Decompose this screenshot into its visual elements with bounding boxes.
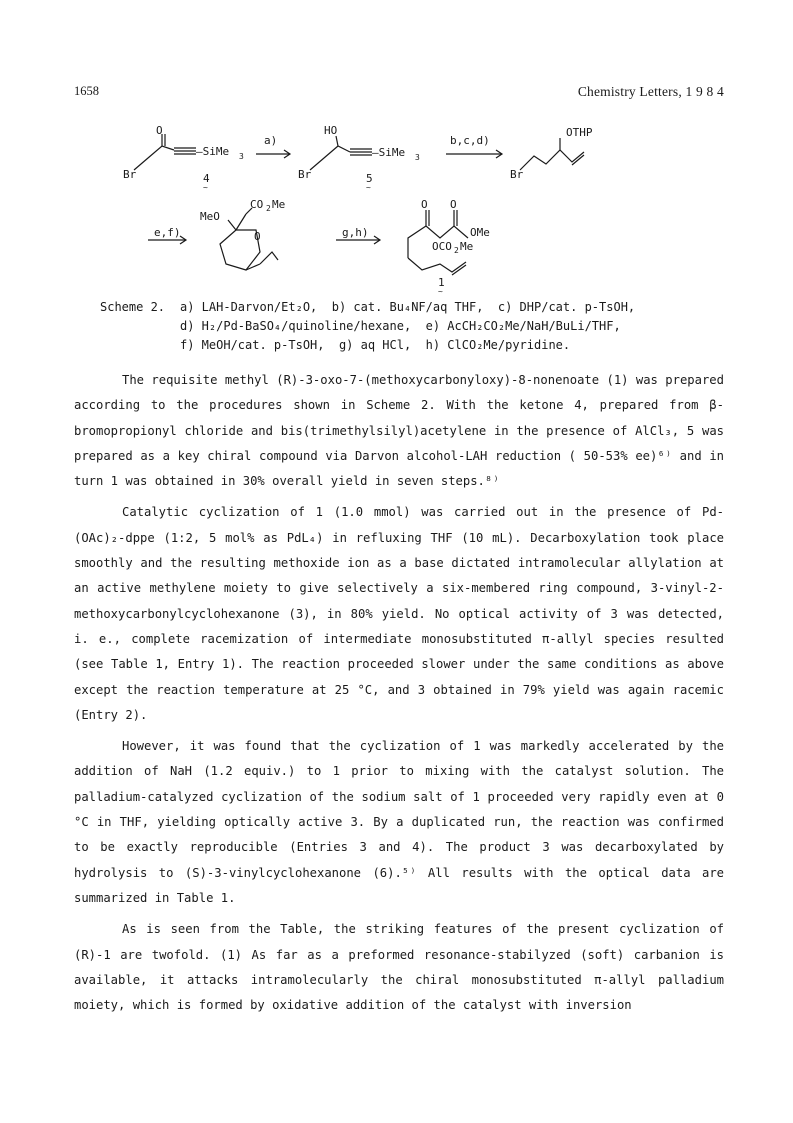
bond <box>310 146 350 170</box>
paragraph: As is seen from the Table, the striking features of the present cyclization of (R)-1 are twofold. (1) As far as a preformed resonance-stabilyzed (soft) carbanion is available, it attacks intramolecularly the chiral monosubstituted π-allyl palladium moiety, which is formed by oxidative addition of the catalyst with inversion <box>74 922 724 1013</box>
reaction-scheme <box>74 112 724 302</box>
caption-row <box>100 298 730 317</box>
methoxy-label: OMe <box>470 226 490 239</box>
caption-row <box>100 317 730 336</box>
paragraph: However, it was found that the cyclization of 1 was markedly accelerated by the addition of NaH (1.2 equiv.) to 1 prior to mixing with the catalyst solution. The palladium-catalyzed cyclization of the sodium salt of 1 proceeded very rapidly even at 0 °C in THF, yielding optically active 3. By a duplicated run, the reaction was confirmed to be exactly reproducible (Entries 3 and 4). The product 3 was decarboxylated by hydrolysis to (S)-3-vinylcyclohexanone (6).⁵⁾ All results with the optical data are summarized in Table 1. <box>74 739 724 905</box>
paragraph: Catalytic cyclization of 1 (1.0 mmol) was carried out in the presence of Pd-(OAc)₂-dppe (1:2, 5 mol% as PdL₄) in refluxing THF (10 mL). Decarboxylation took place smoothly and the resulting methoxide ion as a base dictated intramolecular allylation at an active methylene moiety to give selectively a six-membered ring compound, 3-vinyl-2-methoxycarbonylcyclohexanone (3), in 80% yield. No optical activity of 3 was detected, i. e., complete racemization of intermediate monosubstituted π-allyl species resulted (see Table 1, Entry 1). The reaction proceeded slower under the same conditions as above except the reaction temperature at 25 °C, and 3 obtained in 79% yield was again racemic (Entry 2). <box>74 505 724 722</box>
methyl-label: Me <box>460 240 474 253</box>
compound-ketal <box>200 198 285 270</box>
caption-indent <box>100 336 180 355</box>
subscript: 3 <box>239 152 244 161</box>
compound-thp-ether <box>510 126 593 181</box>
ester-oxygen: O <box>450 198 457 211</box>
caption-row <box>100 336 730 355</box>
scheme-caption <box>100 298 730 355</box>
ring-oxygen: O <box>254 230 261 243</box>
trimethylsilyl-label: —SiMe <box>196 145 230 158</box>
arrow-a <box>256 134 290 158</box>
arrow-label: b,c,d) <box>450 134 490 147</box>
compound-label: 5 <box>366 172 373 185</box>
othp-label: OTHP <box>566 126 593 139</box>
article-body <box>74 368 724 1024</box>
caption-line: d) H₂/Pd-BaSO₄/quinoline/hexane, e) AcCH₂CO₂Me/NaH/BuLi/THF, <box>180 319 621 333</box>
underline-tilde: ~ <box>366 183 371 192</box>
compound-4 <box>123 124 244 192</box>
arrow-label: a) <box>264 134 278 147</box>
bond <box>520 150 584 170</box>
ketone-oxygen: O <box>156 124 163 137</box>
subscript: 2 <box>454 246 459 255</box>
compound-1 <box>408 198 490 296</box>
bromine-label: Br <box>298 168 312 181</box>
bond <box>236 214 246 230</box>
bond <box>228 220 236 230</box>
compound-label: 1 <box>438 276 445 289</box>
caption-label: Scheme 2. <box>100 300 166 314</box>
arrow-bcd <box>446 134 502 158</box>
journal-title: Chemistry Letters, 1 9 8 4 <box>577 84 724 99</box>
methoxy-label: MeO <box>200 210 220 223</box>
page-header <box>74 84 724 104</box>
scheme-drawing <box>74 112 724 302</box>
ketone-oxygen: O <box>421 198 428 211</box>
underline-tilde: ~ <box>438 287 443 296</box>
arrow-label: e,f) <box>154 226 181 239</box>
carbonate-label: OCO <box>432 240 452 253</box>
bond <box>134 146 174 170</box>
page-number: 1658 <box>74 84 99 98</box>
compound-label: 4 <box>203 172 210 185</box>
subscript: 3 <box>415 153 420 162</box>
underline-tilde: ~ <box>203 183 208 192</box>
arrow-gh <box>336 226 380 244</box>
arrow-ef <box>148 226 186 244</box>
bond <box>336 136 338 146</box>
arrow-label: g,h) <box>342 226 369 239</box>
trimethylsilyl-label: —SiMe <box>372 146 406 159</box>
hydroxyl-label: HO <box>324 124 338 137</box>
subscript: 2 <box>266 204 271 213</box>
compound-5 <box>298 124 420 192</box>
bond <box>408 258 466 272</box>
caption-line: f) MeOH/cat. p-TsOH, g) aq HCl, h) ClCO₂Me/pyridine. <box>180 338 571 352</box>
methyl-label: Me <box>272 198 286 211</box>
paragraph: The requisite methyl (R)-3-oxo-7-(methoxycarbonyloxy)-8-nonenoate (1) was prepared according to the procedures shown in Scheme 2. With the ketone 4, prepared from β-bromopropionyl chloride and bis(trimethylsilyl)acetylene in the presence of AlCl₃, 5 was prepared as a key chiral compound via Darvon alcohol-LAH reduction ( 50-53% ee)⁶⁾ and in turn 1 was obtained in 30% overall yield in seven steps.⁸⁾ <box>74 373 724 489</box>
caption-indent <box>100 317 180 336</box>
ester-label: CO <box>250 198 264 211</box>
caption-line: a) LAH-Darvon/Et₂O, b) cat. Bu₄NF/aq THF, c) DHP/cat. p-TsOH, <box>180 300 636 314</box>
bromine-label: Br <box>510 168 524 181</box>
vinyl <box>260 252 278 264</box>
bromine-label: Br <box>123 168 137 181</box>
